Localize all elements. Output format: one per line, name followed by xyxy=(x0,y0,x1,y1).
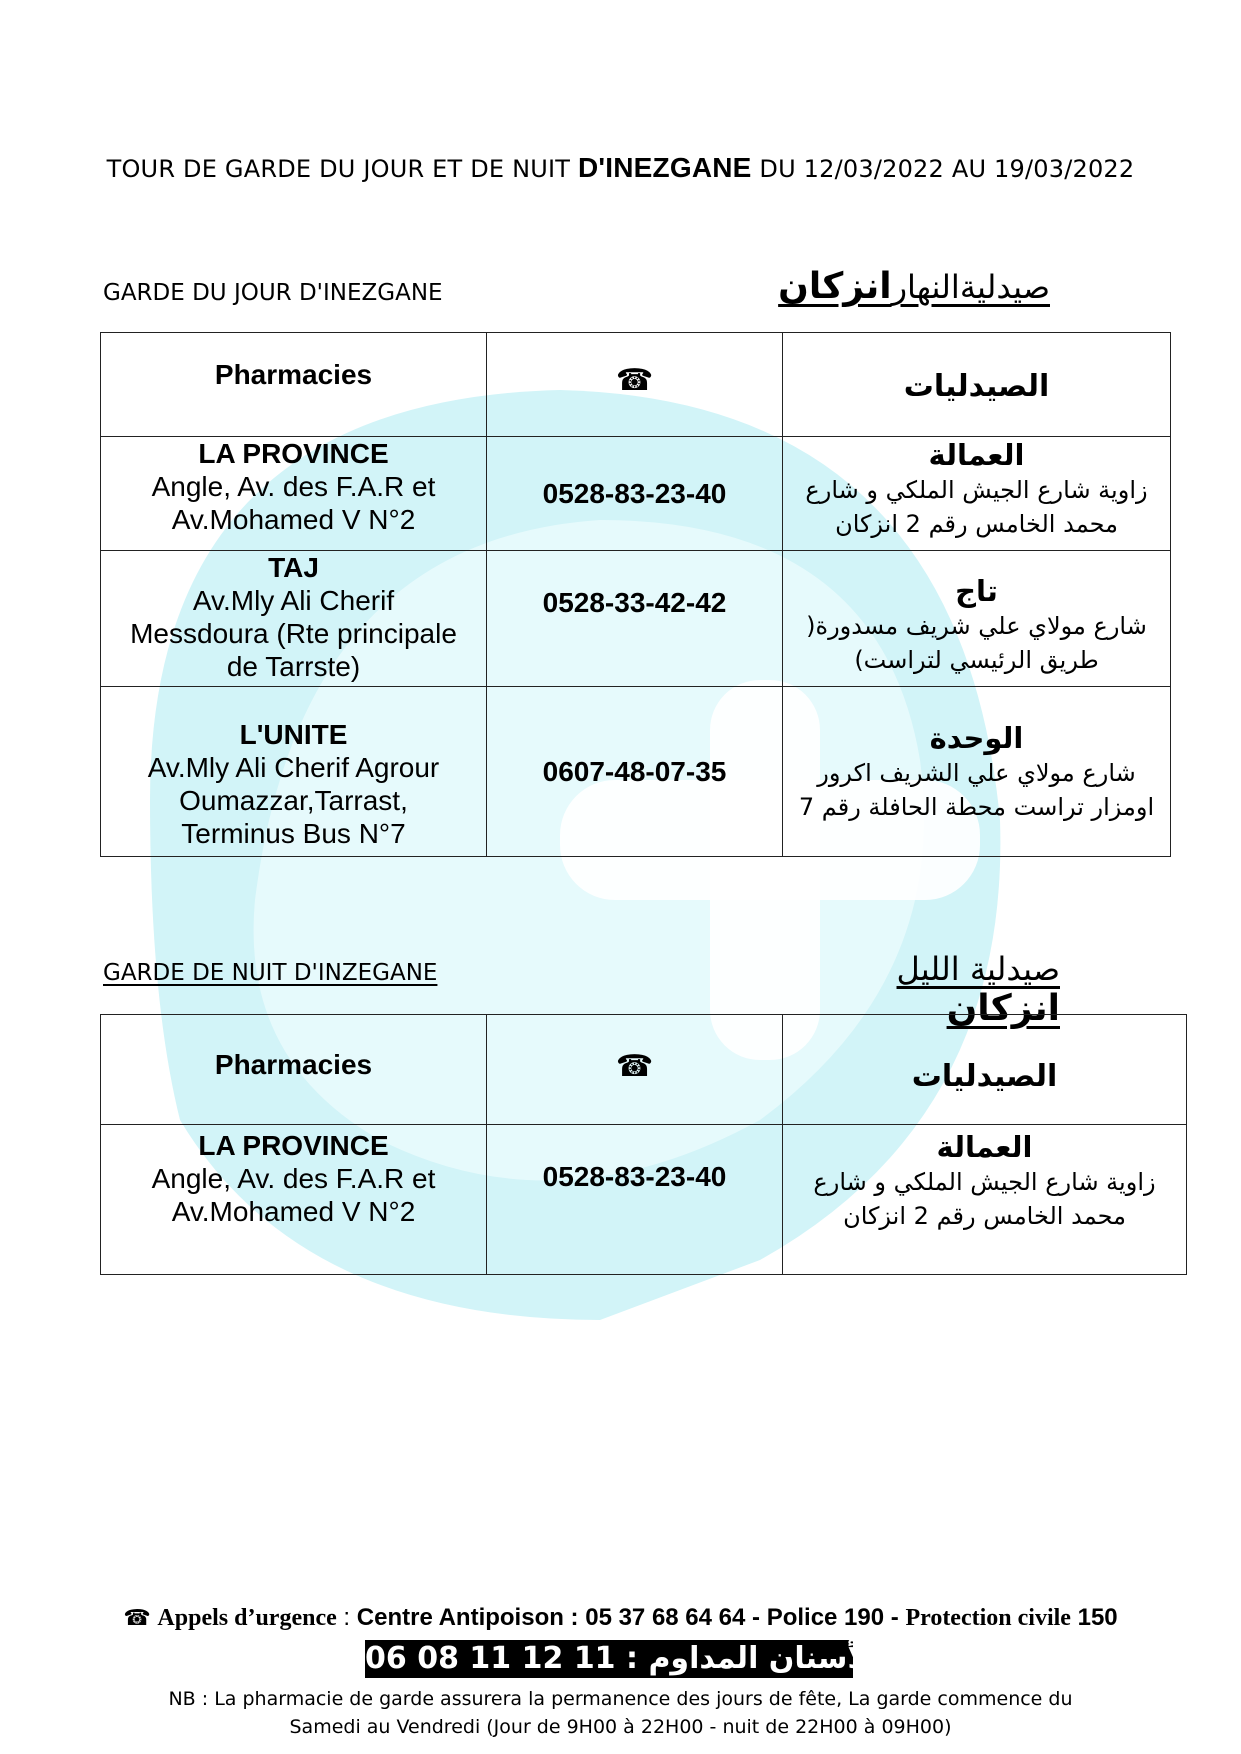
pharmacy-address-line: Messdoura (Rte principale xyxy=(130,618,457,649)
pharmacy-address-ar-line: اومزار تراست محطة الحافلة رقم 7 xyxy=(798,792,1155,821)
pharmacy-phone: 0528-83-23-40 xyxy=(542,477,727,509)
telephone-icon: ☎ xyxy=(615,364,654,397)
table-row xyxy=(101,1125,1187,1275)
pharmacy-address-ar-line: طريق الرئيسي لتراست) xyxy=(854,646,1099,674)
pharmacy-address-ar-line: زاوية شارع الجيش الملكي و شارع xyxy=(805,476,1148,504)
table-header-row xyxy=(101,333,1171,437)
header-pharmacies: Pharmacies xyxy=(214,359,373,390)
note-line: Samedi au Vendredi (Jour de 9H00 à 22H00 - nuit de 22H00 à 09H00) xyxy=(289,1716,952,1738)
day-pharmacy-table xyxy=(100,332,1171,857)
pharmacy-phone: 0607-48-07-35 xyxy=(542,755,727,787)
table-row xyxy=(101,551,1171,687)
pharmacy-address-line: Av.Mly Ali Cherif Agrour xyxy=(147,751,440,783)
pharmacy-address-line: Oumazzar,Tarrast, xyxy=(179,784,408,816)
pharmacy-address-line: Av.Mly Ali Cherif xyxy=(192,585,395,616)
emergency-calls: ☎ Appels d’urgence : Centre Antipoison : 05 37 68 64 64 - Police 190 - Protection civile 150 xyxy=(123,1604,1118,1631)
telephone-icon: ☎ xyxy=(615,1050,654,1083)
pharmacy-name-ar: تاج xyxy=(955,574,998,608)
pharmacy-address-line: Angle, Av. des F.A.R et xyxy=(151,471,436,502)
pharmacy-address-ar-line: محمد الخامس رقم 2 انزكان xyxy=(835,510,1118,538)
pharmacy-phone: 0528-33-42-42 xyxy=(542,587,727,618)
table-row xyxy=(101,437,1171,551)
page-title: TOUR DE GARDE DU JOUR ET DE NUIT D'INEZGANE DU 12/03/2022 AU 19/03/2022 xyxy=(106,152,1135,183)
table-header-row xyxy=(101,1015,1187,1125)
pharmacy-name: LA PROVINCE xyxy=(198,1130,389,1161)
pharmacy-address-line: Av.Mohamed V N°2 xyxy=(171,504,416,535)
pharmacy-address-line: Av.Mohamed V N°2 xyxy=(171,1196,416,1227)
header-pharmacies-ar: الصيدليات xyxy=(903,369,1050,404)
pharmacy-name-ar: العمالة xyxy=(928,438,1025,472)
emergency-phone-icon: ☎ xyxy=(123,1605,151,1630)
pharmacy-name: L'UNITE xyxy=(239,718,348,750)
pharmacy-address-line: de Tarrste) xyxy=(226,651,361,682)
note-line: NB : La pharmacie de garde assurera la permanence des jours de fête, La garde commence du xyxy=(168,1688,1073,1710)
pharmacy-name: LA PROVINCE xyxy=(198,438,389,469)
night-section-label-ar: صيدلية الليل انزكان xyxy=(896,950,1060,1029)
day-section-label: GARDE DU JOUR D'INEZGANE xyxy=(103,280,443,306)
pharmacy-name-ar: العمالة xyxy=(936,1130,1033,1164)
header-pharmacies: Pharmacies xyxy=(214,1049,373,1080)
dentist-on-duty: طبيب الأسنان المداوم : 11 12 11 08 06 xyxy=(365,1641,975,1676)
night-pharmacy-table xyxy=(100,1014,1187,1275)
day-section-label-ar: صيدليةالنهارانزكان xyxy=(778,266,1050,307)
pharmacy-address-ar-line: زاوية شارع الجيش الملكي و شارع xyxy=(813,1168,1156,1196)
pharmacy-address-ar-line: محمد الخامس رقم 2 انزكان xyxy=(843,1202,1126,1230)
header-pharmacies-ar: الصيدليات xyxy=(911,1059,1058,1094)
pharmacy-phone: 0528-83-23-40 xyxy=(542,1161,727,1192)
pharmacy-address-line: Terminus Bus N°7 xyxy=(181,817,406,849)
night-section-label: GARDE DE NUIT D'INZEGANE xyxy=(103,960,438,986)
pharmacy-name-ar: الوحدة xyxy=(929,720,1024,755)
pharmacy-name: TAJ xyxy=(268,552,319,583)
pharmacy-address-ar-line: شارع مولاي علي الشريف اكرور xyxy=(817,758,1136,787)
pharmacy-address-ar-line: شارع مولاي علي شريف مسدورة( xyxy=(806,612,1147,640)
note xyxy=(0,1685,1241,1741)
pharmacy-address-line: Angle, Av. des F.A.R et xyxy=(151,1163,436,1194)
table-row xyxy=(101,687,1171,857)
